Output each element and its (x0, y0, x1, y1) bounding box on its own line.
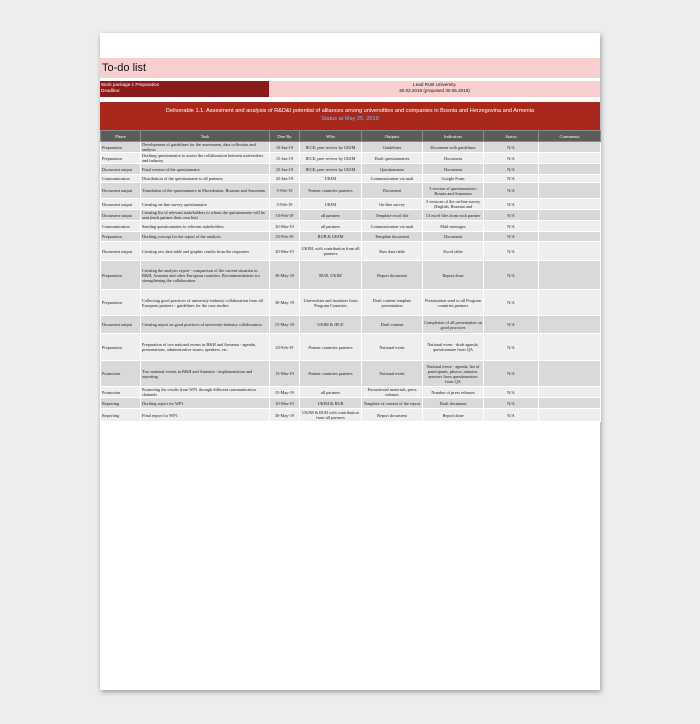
due-cell: 10-Feb-19 (270, 210, 300, 221)
outputs-cell: Guidelines (362, 142, 423, 153)
indicators-cell: Completion of all presentation on good practices (423, 316, 484, 334)
status-cell: N/A (484, 316, 539, 334)
phase-cell: Reporting (101, 398, 141, 409)
work-package-label: Work package 1 Preparation (101, 82, 160, 87)
status-cell: N/A (484, 387, 539, 398)
who-cell: Universities and institutes from Program Countries (300, 290, 362, 316)
indicators-cell: Report done (423, 261, 484, 290)
outputs-cell: Draft content template presentation (362, 290, 423, 316)
outputs-cell: Template excel file (362, 210, 423, 221)
indicators-cell: National event - agenda, list of participants, photos, minutes, answers from questionnaires from QA (423, 361, 484, 387)
who-cell: RUB, UKIM (300, 261, 362, 290)
status-cell: N/A (484, 142, 539, 153)
table-row (101, 164, 601, 175)
column-header-who: Who (300, 131, 362, 142)
comments-cell (539, 232, 601, 242)
outputs-cell: Communication via mail (362, 221, 423, 232)
who-cell: IECE; peer review by UKIM (300, 153, 362, 164)
status-cell: N/A (484, 175, 539, 183)
phase-cell: Document output (101, 164, 141, 175)
column-header-phase: Phase (101, 131, 141, 142)
indicators-cell: Document (423, 232, 484, 242)
phase-cell: Document output (101, 199, 141, 210)
task-cell: Drafting concept for the report of the analysis (141, 232, 270, 242)
status-cell: N/A (484, 199, 539, 210)
outputs-cell: Questionnaire (362, 164, 423, 175)
table-row (101, 361, 601, 387)
task-cell: Collecting good practices of university-industry collaboration from all European partners - guidelines for the case studies (141, 290, 270, 316)
task-cell: Final report for WP1 (141, 409, 270, 422)
table-row (101, 221, 601, 232)
column-header-status: Status (484, 131, 539, 142)
outputs-cell: Draft questionnaires (362, 153, 423, 164)
column-header-outputs: Outputs (362, 131, 423, 142)
comments-cell (539, 261, 601, 290)
work-package-cell (100, 81, 269, 97)
outputs-cell: Report document (362, 409, 423, 422)
task-cell: Promoting the results from WP1 through different communication channels (141, 387, 270, 398)
table-row (101, 232, 601, 242)
task-cell: Creating raw data table and graphic results from the responses (141, 242, 270, 261)
lead-label: Lead RUB University (413, 82, 456, 87)
comments-cell (539, 153, 601, 164)
phase-cell: Document output (101, 242, 141, 261)
status-cell: N/A (484, 164, 539, 175)
task-cell: Two national events in B&H and Armenia - implementation and reporting (141, 361, 270, 387)
document-page (100, 33, 600, 690)
table-row (101, 409, 601, 422)
comments-cell (539, 199, 601, 210)
due-cell: 30-May-19 (270, 409, 300, 422)
who-cell: UKIM & RUB with contribution from all partners (300, 409, 362, 422)
phase-cell: Communication (101, 221, 141, 232)
indicators-cell: Document with guidelines (423, 142, 484, 153)
comments-cell (539, 164, 601, 175)
deliverable-banner (100, 102, 600, 130)
title-bar (100, 58, 600, 78)
who-cell: Partner countries partners (300, 183, 362, 199)
indicators-cell: Google Form (423, 175, 484, 183)
status-cell: N/A (484, 232, 539, 242)
table-row (101, 316, 601, 334)
comments-cell (539, 316, 601, 334)
task-cell: Drafting report for WP1 (141, 398, 270, 409)
due-cell: 15-Mar-19 (270, 361, 300, 387)
who-cell: Partner countries partners (300, 361, 362, 387)
table-row (101, 210, 601, 221)
deadline-label: Deadline: (101, 88, 121, 93)
deliverable-title: Deliverable 1.1. Assesment and analysis of R&D&I potential of alliances among universitties and companies in Bosnia and Herzegovina and Armenia (165, 108, 535, 114)
who-cell: UKIM (300, 175, 362, 183)
outputs-cell: National event (362, 361, 423, 387)
task-cell: Creating report on good practices of university-industry collaboration (141, 316, 270, 334)
table-row (101, 142, 601, 153)
due-cell: 10-Jan-19 (270, 142, 300, 153)
who-cell: UKIM (300, 199, 362, 210)
phase-cell: Promotion (101, 387, 141, 398)
comments-cell (539, 221, 601, 232)
table-row (101, 183, 601, 199)
status-cell: N/A (484, 183, 539, 199)
indicators-cell: Excel table (423, 242, 484, 261)
outputs-cell: Promotional materials, press releases (362, 387, 423, 398)
task-cell: Development of guidelines for the assessment, data collection and analysis (141, 142, 270, 153)
comments-cell (539, 334, 601, 361)
who-cell: IECE; peer review by UKIM (300, 164, 362, 175)
who-cell: RUB & UKIM (300, 232, 362, 242)
due-cell: 25-Jan-19 (270, 164, 300, 175)
who-cell: all partners (300, 221, 362, 232)
phase-cell: Preparation (101, 153, 141, 164)
comments-cell (539, 242, 601, 261)
column-header-indicators: Indicators (423, 131, 484, 142)
status-cell: N/A (484, 398, 539, 409)
table-row (101, 199, 601, 210)
comments-cell (539, 387, 601, 398)
due-cell: 5-Feb-19 (270, 199, 300, 210)
status-cell: N/A (484, 361, 539, 387)
indicators-cell: 3 version of questionnaires: Bosnia and Armenian (423, 183, 484, 199)
work-package-row (100, 81, 600, 97)
who-cell: all partners (300, 210, 362, 221)
who-cell: Partner countries partners (300, 334, 362, 361)
outputs-cell: Document (362, 183, 423, 199)
due-cell: 30-May-19 (270, 290, 300, 316)
task-cell: Creating list of relevant stakeholders to whom the questionnaire will be sent (each partner their own list) (141, 210, 270, 221)
table-row (101, 398, 601, 409)
phase-cell: Preparation (101, 290, 141, 316)
due-cell: 30-May-19 (270, 261, 300, 290)
outputs-cell: Draft content (362, 316, 423, 334)
phase-cell: Communication (101, 175, 141, 183)
status-cell: N/A (484, 153, 539, 164)
outputs-cell: Raw data table (362, 242, 423, 261)
task-cell: Sending questionnaires to relevant stakeholders (141, 221, 270, 232)
comments-cell (539, 290, 601, 316)
indicators-cell: Number of press releases (423, 387, 484, 398)
indicators-cell: Document (423, 153, 484, 164)
due-cell: 25-Feb-19 (270, 232, 300, 242)
due-cell: 15-May-19 (270, 316, 300, 334)
due-cell: 20-Mar-19 (270, 242, 300, 261)
phase-cell: Document output (101, 316, 141, 334)
comments-cell (539, 183, 601, 199)
status-cell: N/A (484, 221, 539, 232)
status-cell: N/A (484, 261, 539, 290)
phase-cell: Document output (101, 210, 141, 221)
indicators-cell: Document (423, 164, 484, 175)
comments-cell (539, 210, 601, 221)
column-header-task: Task (141, 131, 270, 142)
phase-cell: Reporting (101, 409, 141, 422)
due-cell: 10-Mar-19 (270, 398, 300, 409)
task-cell: Drafting questionnaire to assess the collaboration between universities and industry (141, 153, 270, 164)
indicators-cell: Report done (423, 409, 484, 422)
outputs-cell: Communication via mail (362, 175, 423, 183)
comments-cell (539, 175, 601, 183)
comments-cell (539, 361, 601, 387)
indicators-cell: Presentation send to all Program countries partners (423, 290, 484, 316)
phase-cell: Preparation (101, 232, 141, 242)
indicators-cell: 3 versions of the on-line survey (English, Bosnian and (423, 199, 484, 210)
table-row (101, 153, 601, 164)
phase-cell: Preparation (101, 334, 141, 361)
who-cell: IECE; peer review by UKIM (300, 142, 362, 153)
table-row (101, 175, 601, 183)
status-cell: N/A (484, 334, 539, 361)
status-cell: N/A (484, 242, 539, 261)
todo-table (100, 130, 601, 422)
who-cell: UKIM & RUB (300, 398, 362, 409)
due-cell: 15-Jan-19 (270, 153, 300, 164)
table-header-row (101, 131, 601, 142)
phase-cell: Document output (101, 183, 141, 199)
indicators-cell: Draft document (423, 398, 484, 409)
due-cell: 25-Jan-19 (270, 175, 300, 183)
indicators-cell: Mail messages (423, 221, 484, 232)
task-cell: Creating on-line survey questionnaire (141, 199, 270, 210)
due-cell: 15-May-19 (270, 387, 300, 398)
lead-cell (269, 81, 600, 97)
outputs-cell: Report document (362, 261, 423, 290)
who-cell: all partners (300, 387, 362, 398)
task-cell: Final version of the questionnaire (141, 164, 270, 175)
table-row (101, 334, 601, 361)
task-cell: Creating the analysis report - comparison of the current situation in B&H, Armenia and other European countries. Recommendations for strengthening the collaboration (141, 261, 270, 290)
outputs-cell: National event (362, 334, 423, 361)
phase-cell: Preparation (101, 261, 141, 290)
table-row (101, 242, 601, 261)
indicators-cell: 13 excel files from each partner (423, 210, 484, 221)
table-row (101, 290, 601, 316)
comments-cell (539, 409, 601, 422)
page-title: To-do list (102, 62, 147, 74)
outputs-cell: Template document (362, 232, 423, 242)
table-row (101, 387, 601, 398)
phase-cell: Promotion (101, 361, 141, 387)
status-cell: N/A (484, 290, 539, 316)
table-body (101, 142, 601, 422)
column-header-comments: Comments (539, 131, 601, 142)
due-cell: 20-Mar-19 (270, 221, 300, 232)
deadline-value: 30.03.2019 (proposed 30.05.2019) (399, 88, 470, 93)
task-cell: Distribution of the questionnaire to all partners (141, 175, 270, 183)
due-cell: 25-Feb-19 (270, 334, 300, 361)
who-cell: UKIM & IECE (300, 316, 362, 334)
comments-cell (539, 142, 601, 153)
status-cell: N/A (484, 409, 539, 422)
outputs-cell: Template of content of the report (362, 398, 423, 409)
phase-cell: Preparation (101, 142, 141, 153)
task-cell: Translation of the questionnaire in Macedonian, Bosnian and Armenian (141, 183, 270, 199)
column-header-due-by: Due By (270, 131, 300, 142)
who-cell: UKIM, with contribution from all partners (300, 242, 362, 261)
status-cell: N/A (484, 210, 539, 221)
table-row (101, 261, 601, 290)
outputs-cell: On-line survey (362, 199, 423, 210)
task-cell: Preparation of two national events in B&H and Armenia - agenda, presentations, administrative issues, speakers, etc. (141, 334, 270, 361)
comments-cell (539, 398, 601, 409)
status-line: Status at May 25, 2019 (321, 116, 379, 122)
indicators-cell: National event - draft agenda, questionnaire from QA (423, 334, 484, 361)
due-cell: 5-Feb-19 (270, 183, 300, 199)
